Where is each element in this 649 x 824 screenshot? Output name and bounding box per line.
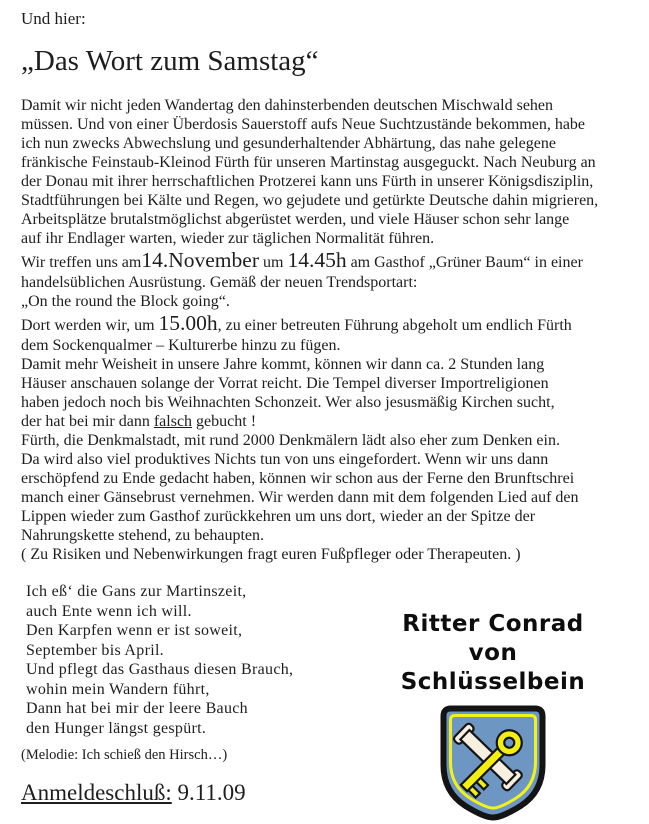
deadline-label: Anmeldeschluß: xyxy=(21,780,172,805)
text-segment: Damit mehr Weisheit in unsere Jahre kommt, können wir dann ca. 2 Stunden lang xyxy=(21,356,545,373)
text-line xyxy=(21,355,636,374)
text-segment: 14.45h xyxy=(287,248,347,272)
text-line xyxy=(21,336,636,355)
text-segment: müssen. Und von einer Überdosis Sauerstoff aufs Neue Suchtzustände bekommen, habe xyxy=(21,116,586,133)
melody-note: (Melodie: Ich schieß den Hirsch…) xyxy=(21,747,228,763)
text-segment: der hat bei mir dann xyxy=(21,413,154,430)
poem-line: Und pflegt das Gasthaus diesen Brauch, xyxy=(26,661,294,678)
text-line xyxy=(21,526,636,545)
text-segment: um xyxy=(258,254,288,271)
text-segment: „On the round the Block going“. xyxy=(21,293,230,310)
text-line xyxy=(21,273,636,292)
text-segment: 14.November xyxy=(141,248,259,272)
text-line xyxy=(21,469,636,488)
text-line xyxy=(21,191,636,210)
text-segment: Arbeitsplätze brutalstmöglichst abgerüstet werden, und viele Häuser schon sehr lange xyxy=(21,211,570,228)
text-segment: handelsüblichen Ausrüstung. Gemäß der neuen Trendsportart: xyxy=(21,274,418,291)
text-line xyxy=(21,393,636,412)
text-segment: auf ihr Endlager warten, wieder zur täglichen Normalität führen. xyxy=(21,230,435,247)
text-line xyxy=(21,431,636,450)
poem-line: Dann hat bei mir der leere Bauch xyxy=(26,700,248,717)
text-line xyxy=(21,248,636,273)
text-segment: manch einer Gänsebrust vernehmen. Wir werden dann mit dem folgenden Lied auf den xyxy=(21,489,579,506)
body-text xyxy=(21,96,636,564)
text-segment: falsch xyxy=(153,413,193,430)
text-line xyxy=(21,412,636,431)
key-and-bone-crest-icon xyxy=(440,705,546,823)
poem-line: September bis April. xyxy=(26,641,164,659)
text-segment: ( Zu Risiken und Nebenwirkungen fragt euren Fußpfleger oder Therapeuten. ) xyxy=(21,546,521,563)
text-segment: Da wird also viel produktives Nichts tun von uns eingefordert. Wenn wir uns dann xyxy=(21,451,549,468)
text-line xyxy=(21,96,636,115)
text-line xyxy=(21,545,636,564)
text-line xyxy=(21,153,636,172)
text-line xyxy=(21,450,636,469)
signature-line: von xyxy=(468,640,518,666)
text-line xyxy=(21,292,636,311)
text-segment: Fürth, die Denkmalstadt, mit rund 2000 Denkmälern lädt also eher zum Denken ein. xyxy=(21,432,560,449)
signature-line: Schlüsselbein xyxy=(400,669,586,695)
text-segment: ich nun zwecks Abwechslung und gesunderhaltender Abhärtung, das nahe gelegene xyxy=(21,135,556,152)
text-segment: dem Sockenqualmer – Kulturerbe hinzu zu fügen. xyxy=(21,337,341,354)
text-segment: Nahrungskette stehend, zu behaupten. xyxy=(21,527,265,544)
signature-block xyxy=(398,610,588,823)
text-segment: haben jedoch noch bis Weihnachten Schonzeit. Wer also jesusmäßig Kirchen sucht, xyxy=(21,394,555,411)
text-line xyxy=(21,374,636,393)
deadline-value: 9.11.09 xyxy=(177,780,246,805)
poem-line: auch Ente wenn ich will. xyxy=(26,602,192,620)
text-segment: Lippen wieder zum Gasthof zurückkehren um uns dort, wieder an der Spitze der xyxy=(21,508,536,525)
text-line xyxy=(21,507,636,526)
text-line xyxy=(21,229,636,248)
text-line xyxy=(21,210,636,229)
text-segment: erschöpfend zu Ende gedacht haben, können wir schon aus der Ferne den Brunftschrei xyxy=(21,470,575,487)
text-line xyxy=(21,488,636,507)
signature-name xyxy=(398,610,588,697)
text-line xyxy=(21,172,636,191)
text-line xyxy=(21,134,636,153)
intro-line: Und hier: xyxy=(21,9,86,28)
text-segment: der Donau mit ihrer herrschaftlichen Protzerei kann uns Fürth in unserer Königsdisziplin, xyxy=(21,173,594,190)
text-segment: gebucht ! xyxy=(192,413,257,430)
poem-line: Den Karpfen wenn er ist soweit, xyxy=(26,622,243,639)
text-line xyxy=(21,115,636,134)
text-segment: am Gasthof „Grüner Baum“ in einer xyxy=(346,254,583,271)
text-line xyxy=(21,311,636,336)
text-segment: Stadtführungen bei Kälte und Regen, wo gejudete und getürkte Deutsche dahin migrieren, xyxy=(21,192,599,209)
poem-line: wohin mein Wandern führt, xyxy=(26,680,210,698)
text-segment: 15.00h xyxy=(158,311,218,335)
signature-line: Ritter Conrad xyxy=(402,611,584,637)
poem-line: Ich eß‘ die Gans zur Martinszeit, xyxy=(26,583,247,600)
text-segment: Damit wir nicht jeden Wandertag den dahinsterbenden deutschen Mischwald sehen xyxy=(21,97,554,114)
poem-line: den Hunger längst gespürt. xyxy=(26,719,207,737)
text-segment: Wir treffen uns am xyxy=(21,254,142,271)
text-segment: fränkische Feinstaub-Kleinod Fürth für unseren Martinstag ausgeguckt. Nach Neuburg an xyxy=(21,154,596,171)
text-segment: , zu einer betreuten Führung abgeholt um endlich Fürth xyxy=(217,317,572,334)
text-segment: Häuser anschauen solange der Vorrat reicht. Die Tempel diverser Importreligionen xyxy=(21,375,549,392)
text-segment: Dort werden wir, um xyxy=(21,317,159,334)
page-title: „Das Wort zum Samstag“ xyxy=(21,45,319,77)
